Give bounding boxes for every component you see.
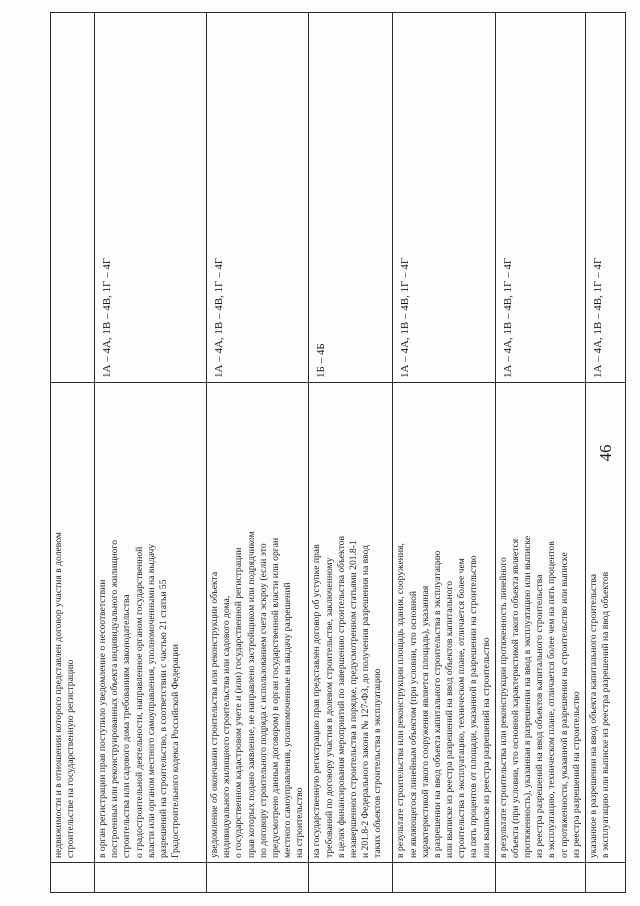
blank-cell <box>393 863 495 893</box>
code-cell <box>51 13 95 383</box>
code-cell: 1А – 4А, 1В – 4В, 1Г – 4Г <box>207 13 309 383</box>
text-line: строительства или садового дома требованиям законодательства <box>121 594 133 858</box>
blank-cell <box>309 863 393 893</box>
text-line: в орган регистрации прав поступило уведомление о несоответствии <box>97 579 108 858</box>
condition-cell <box>585 383 625 863</box>
code-cell: 1Б – 4Б <box>309 13 393 383</box>
text-line: строительства в эксплуатацию, техническом плане, отличается более чем <box>456 558 468 858</box>
text-line: власти или органом местного самоуправления, уполномоченными на выдачу <box>145 543 157 858</box>
table-row <box>207 13 309 893</box>
text-line: по договору строительного подряда с использованием счета эскроу (если это <box>257 543 269 858</box>
text-line: от протяженности, указанной в разрешении на строительство или выписке <box>558 552 570 858</box>
blank-cell <box>495 863 585 893</box>
blank-cell <box>585 863 625 893</box>
condition-cell <box>495 383 585 863</box>
text-line: в целях финансирования мероприятий по завершению строительства объектов <box>335 536 347 858</box>
blank-cell <box>51 863 95 893</box>
code-cell: 1А – 4А, 1В – 4В, 1Г – 4Г <box>95 13 207 383</box>
text-line: предусмотрено данным договором) в орган государственной власти или орган <box>269 537 281 858</box>
text-line: не являющегося линейным объектом (при условии, что основной <box>407 590 419 858</box>
condition-cell <box>207 383 309 863</box>
table-row <box>495 13 585 893</box>
text-line: уведомление об окончании строительства или реконструкции объекта <box>209 571 220 858</box>
text-line: требований по договору участия в долевом строительстве, заключенному <box>323 557 335 858</box>
code-cell: 1А – 4А, 1В – 4В, 1Г – 4Г <box>393 13 495 383</box>
text-line: из реестра разрешений на ввод объектов капитального строительства <box>534 574 546 858</box>
text-line: строительстве на государственную регистрацию <box>65 659 77 858</box>
text-line: в эксплуатацию, техническом плане, отличается более чем на пять процентов <box>546 541 558 858</box>
text-line: прав которых подано заявление, не направлено застройщиком или подрядчиком <box>245 531 257 858</box>
text-line: характеристикой такого сооружения является площадь), указанная <box>419 585 431 858</box>
text-line: на строительство <box>294 787 306 858</box>
text-line: на государственную регистрацию прав представлен договор об уступке прав <box>311 544 323 858</box>
text-line: в результате строительства или реконструкции площадь здания, сооружения, <box>395 543 407 858</box>
text-line: в разрешении на ввод объекта капитального строительства в эксплуатацию <box>431 550 443 858</box>
table-row <box>51 13 95 893</box>
code-cell: 1А – 4А, 1В – 4В, 1Г – 4Г <box>585 13 625 383</box>
text-line: о государственном кадастровом учете и (или) государственной регистрации <box>233 547 245 858</box>
text-line: объекта (при условии, что основной характеристикой такого объекта является <box>509 538 521 858</box>
blank-cell <box>207 863 309 893</box>
blank-cell <box>95 863 207 893</box>
page-number: 46 <box>596 444 615 462</box>
text-line: недвижимости и в отношении которого представлен договор участия в долевом <box>53 532 64 858</box>
table-row <box>393 13 495 893</box>
text-line: в эксплуатацию или выписке из реестра разрешений на ввод объектов <box>600 571 612 858</box>
text-line: или выписке из реестра разрешений на ввод объектов капитального <box>444 580 456 858</box>
condition-cell <box>309 383 393 863</box>
text-line: таких объектов строительства в эксплуатацию <box>372 668 384 858</box>
text-line: или выписке из реестра разрешений на строительство <box>480 637 492 858</box>
text-line: о градостроительной деятельности, направленное органом государственной <box>133 546 145 858</box>
text-line: на пять процентов от площади, указанной в разрешении на строительство <box>468 555 480 858</box>
text-line: указанное в разрешении на ввод объекта капитального строительства <box>587 573 599 858</box>
condition-cell <box>51 383 95 863</box>
table-row <box>585 13 625 893</box>
text-line: индивидуального жилищного строительства или садового дома, <box>221 595 233 858</box>
text-line: и 201.8-2 Федерального закона № 127-ФЗ, до получения разрешения на ввод <box>360 544 372 858</box>
text-line: в результате строительства или реконструкции протяженность линейного <box>497 557 509 858</box>
text-line: Градостроительного кодекса Российской Федерации <box>170 644 182 858</box>
condition-cell <box>95 383 207 863</box>
condition-cell <box>393 383 495 863</box>
requirements-table <box>50 12 626 893</box>
table-row <box>309 13 393 893</box>
text-line: местного самоуправления, уполномоченные на выдачу разрешений <box>282 582 294 858</box>
text-line: разрешений на строительство, в соответствии с частью 21 статьи 55 <box>157 579 169 858</box>
table-row <box>95 13 207 893</box>
text-line: из реестра разрешений на строительство <box>570 691 582 858</box>
text-line: построенных или реконструированных объекта индивидуального жилищного <box>109 539 121 858</box>
text-line: незавершенного строительства в порядке, предусмотренном статьями 201.8-1 <box>347 540 359 858</box>
code-cell: 1А – 4А, 1В – 4В, 1Г – 4Г <box>495 13 585 383</box>
text-line: протяженность), указанная в разрешении на ввод в эксплуатацию или выписке <box>522 535 534 858</box>
